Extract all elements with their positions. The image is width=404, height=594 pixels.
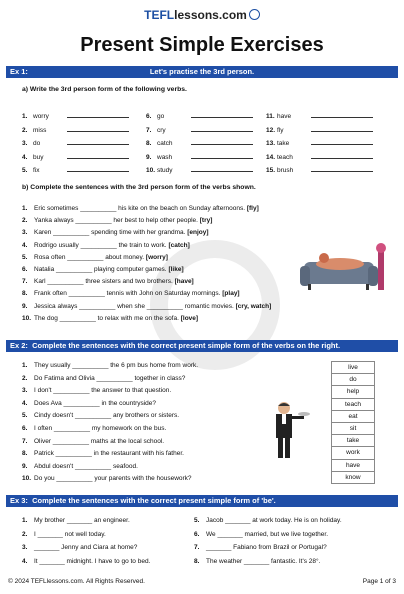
sentence-text: I often __________ my homework on the bus. [34,424,167,432]
sentence-item [22,410,198,423]
sentence-item [22,360,198,373]
verb-item [266,110,373,124]
verb-word: cry [157,126,166,134]
verb-number: 4. [22,153,28,161]
waiter-illustration [262,400,312,462]
sentence-text: My brother _______ an engineer. [34,517,130,524]
verb-word: fly [277,126,284,134]
verb-item [22,110,129,124]
verb-number: 1. [22,113,28,120]
verb-hint: [worry] [145,253,168,261]
ex3-right-list [194,514,342,568]
answer-blank [67,111,129,118]
word-box-item: eat [331,410,375,422]
sentence-text: Rodrigo usually __________ the train to work. [34,241,167,249]
sentence-item [22,385,198,398]
answer-blank [67,125,129,132]
sentence-text: Patrick __________ in the restaurant with his father. [34,450,184,458]
sentence-text: The dog __________ to relax with me on the sofa. [34,314,179,322]
verb-word: catch [157,140,173,147]
sentence-number: 4. [22,557,28,565]
verb-word: buy [33,153,44,161]
word-box-item: do [331,373,375,385]
sentence-text: I don't __________ the answer to that question. [34,387,172,395]
verb-word: take [277,140,290,147]
verb-number: 2. [22,126,28,134]
sentence-item [22,252,271,264]
sentence-item [194,555,342,569]
word-box-item: teach [331,398,375,410]
verb-word: fix [33,167,40,174]
sentence-item [22,276,271,288]
sentence-text: _______ Jenny and Ciara at home? [34,544,138,551]
sentence-text: We _______ married, but we live together. [206,530,329,538]
sentence-text: Abdul doesn't __________ seafood. [34,462,138,470]
sentence-item [194,528,342,542]
sentence-text: Natalia __________ playing computer games. [34,265,167,273]
word-box-item: work [331,446,375,458]
verb-hint: [cry, watch] [235,302,272,310]
verb-hint: [love] [180,314,199,322]
answer-blank [191,152,253,159]
verb-item [146,151,253,165]
verb-number: 6. [146,113,152,120]
verb-item [146,124,253,138]
verb-item [266,137,373,151]
verb-hint: [try] [199,217,213,225]
sentence-item [194,541,342,555]
sentence-number: 7. [22,437,28,445]
sentence-item [22,227,271,239]
verb-word: worry [33,113,49,120]
verb-item [22,137,129,151]
sentence-number: 3. [22,387,28,395]
verb-column-2 [146,110,253,178]
verb-item [266,151,373,165]
word-box-item: live [331,361,375,373]
ex1-part-b-instruction: b) Complete the sentences with the 3rd person form of the verbs shown. [22,184,256,191]
sentence-text: Do Fatima and Olivia __________ together in class? [34,374,186,382]
sentence-item [22,448,198,461]
sentence-number: 9. [22,462,28,470]
verb-item [22,151,129,165]
sentence-number: 1. [22,205,28,212]
sentence-item [22,203,271,215]
answer-blank [311,165,373,172]
answer-blank [311,111,373,118]
sentence-number: 4. [22,399,28,407]
verb-number: 12. [266,126,276,134]
answer-blank [67,138,129,145]
verb-item [146,164,253,178]
sentence-number: 8. [22,450,28,458]
verb-hint: [enjoy] [187,229,209,237]
sentence-item [22,264,271,276]
verb-number: 13. [266,140,276,147]
answer-blank [311,152,373,159]
answer-blank [191,138,253,145]
sentence-item [22,423,198,436]
sentence-text: Does Ava __________ in the countryside? [34,399,157,407]
sentence-number: 7. [194,544,200,551]
sentence-number: 3. [22,544,28,551]
ex3-header: Ex 3: Complete the sentences with the correct present simple form of 'be'. [6,495,398,507]
sentence-text: Yanka always __________ her best to help other people. [34,217,198,225]
sentence-item [22,555,150,569]
sentence-text: Cindy doesn't __________ any brothers or sisters. [34,412,180,420]
word-box-item: have [331,459,375,471]
sentence-number: 3. [22,229,28,237]
verb-hint: [like] [168,265,184,273]
answer-blank [67,165,129,172]
sentence-item [22,398,198,411]
answer-blank [191,165,253,172]
word-box-item: sit [331,422,375,434]
verb-number: 10. [146,167,156,174]
verb-word: wash [157,153,173,161]
sentence-number: 1. [22,362,28,369]
sentence-number: 1. [22,517,28,524]
verb-hint: [catch] [168,241,190,249]
globe-icon [249,9,260,20]
sentence-number: 8. [194,557,200,565]
sofa-illustration [300,240,386,298]
answer-blank [67,152,129,159]
sentence-item [22,541,150,555]
sentence-number: 4. [22,241,28,249]
sentence-text: Jessica always __________ when she __________ romantic movies. [34,302,234,310]
verb-word: miss [33,126,47,134]
footer-copyright: © 2024 TEFLlessons.com. All Rights Reserved. [8,578,145,585]
sentence-item [22,288,271,300]
sentence-number: 2. [22,217,28,225]
sentence-text: Rosa often __________ about money. [34,253,145,261]
verb-word: do [33,140,41,147]
ex1-sentence-list [22,203,271,325]
verb-number: 5. [22,167,28,174]
sentence-text: Oliver __________ maths at the local school. [34,437,165,445]
sentence-text: They usually __________ the 6 pm bus home from work. [34,362,199,369]
verb-item [266,164,373,178]
sentence-item [194,514,342,528]
footer-page-number: Page 1 of 3 [362,578,396,585]
verb-hint: [fly] [246,205,259,212]
verb-item [22,124,129,138]
answer-blank [311,138,373,145]
verb-word: teach [277,153,293,161]
word-box-item: take [331,434,375,446]
ex1-part-a-instruction: a) Write the 3rd person form of the following verbs. [22,86,187,93]
sentence-number: 9. [22,302,28,310]
verb-number: 9. [146,153,152,161]
sentence-item [22,473,198,486]
sentence-item [22,528,150,542]
sentence-text: Karen __________ spending time with her grandma. [34,229,186,237]
sentence-item [22,215,271,227]
sentence-number: 7. [22,278,28,286]
sentence-text: Eric sometimes __________ his kite on the beach on Sunday afternoons. [34,205,246,212]
verb-item [146,110,253,124]
sentence-text: Jacob _______ at work today. He is on holiday. [206,517,342,524]
sentence-number: 6. [22,265,28,273]
site-logo: TEFLlessons.com [0,8,404,22]
sentence-number: 6. [194,530,200,538]
sentence-text: The weather _______ fantastic. It's 28°. [206,557,321,565]
sentence-number: 5. [22,253,28,261]
verb-word: study [157,167,173,174]
ex2-header: Ex 2: Complete the sentences with the correct present simple form of the verbs on the right. [6,340,398,352]
sentence-text: I _______ not well today. [34,530,106,538]
sentence-item [22,436,198,449]
sentence-text: Karl __________ three sisters and two brothers. [34,278,173,286]
word-box-item: help [331,385,375,397]
sentence-item [22,514,150,528]
sentence-number: 2. [22,530,28,538]
verb-column-3 [266,110,373,178]
sentence-item [22,240,271,252]
ex1-header: Let's practise the 3rd person. Ex 1: [6,66,398,78]
verb-item [266,124,373,138]
sentence-number: 10. [22,475,32,483]
word-box-item: know [331,471,375,484]
verb-word: go [157,113,165,120]
sentence-text: Do you __________ your parents with the housework? [34,475,192,483]
verb-word: have [277,113,292,120]
sentence-item [22,301,271,313]
verb-number: 8. [146,140,152,147]
answer-blank [311,125,373,132]
sentence-item [22,313,271,325]
verb-number: 7. [146,126,152,134]
sentence-number: 6. [22,424,28,432]
sentence-number: 5. [194,517,200,524]
page-title: Present Simple Exercises [80,34,324,56]
sentence-number: 5. [22,412,28,420]
verb-number: 11. [266,113,275,120]
verb-item [146,137,253,151]
sentence-number: 8. [22,290,28,298]
ex2-sentence-list [22,360,198,486]
answer-blank [191,125,253,132]
verb-number: 15. [266,167,276,174]
sentence-text: It _______ midnight. I have to go to bed. [34,557,151,565]
sentence-text: _______ Fabiano from Brazil or Portugal? [206,544,327,551]
sentence-number: 2. [22,374,28,382]
sentence-number: 10. [22,314,32,322]
sentence-item [22,373,198,386]
verb-item [22,164,129,178]
verb-word-box [331,361,375,484]
ex3-left-list [22,514,150,568]
sentence-text: Frank often __________ tennis with John on Saturday mornings. [34,290,221,298]
answer-blank [191,111,253,118]
verb-number: 14. [266,153,276,161]
sentence-item [22,461,198,474]
verb-hint: [have] [174,278,194,286]
verb-word: brush [277,167,294,174]
verb-number: 3. [22,140,28,147]
verb-hint: [play] [222,290,240,298]
verb-column-1 [22,110,129,178]
